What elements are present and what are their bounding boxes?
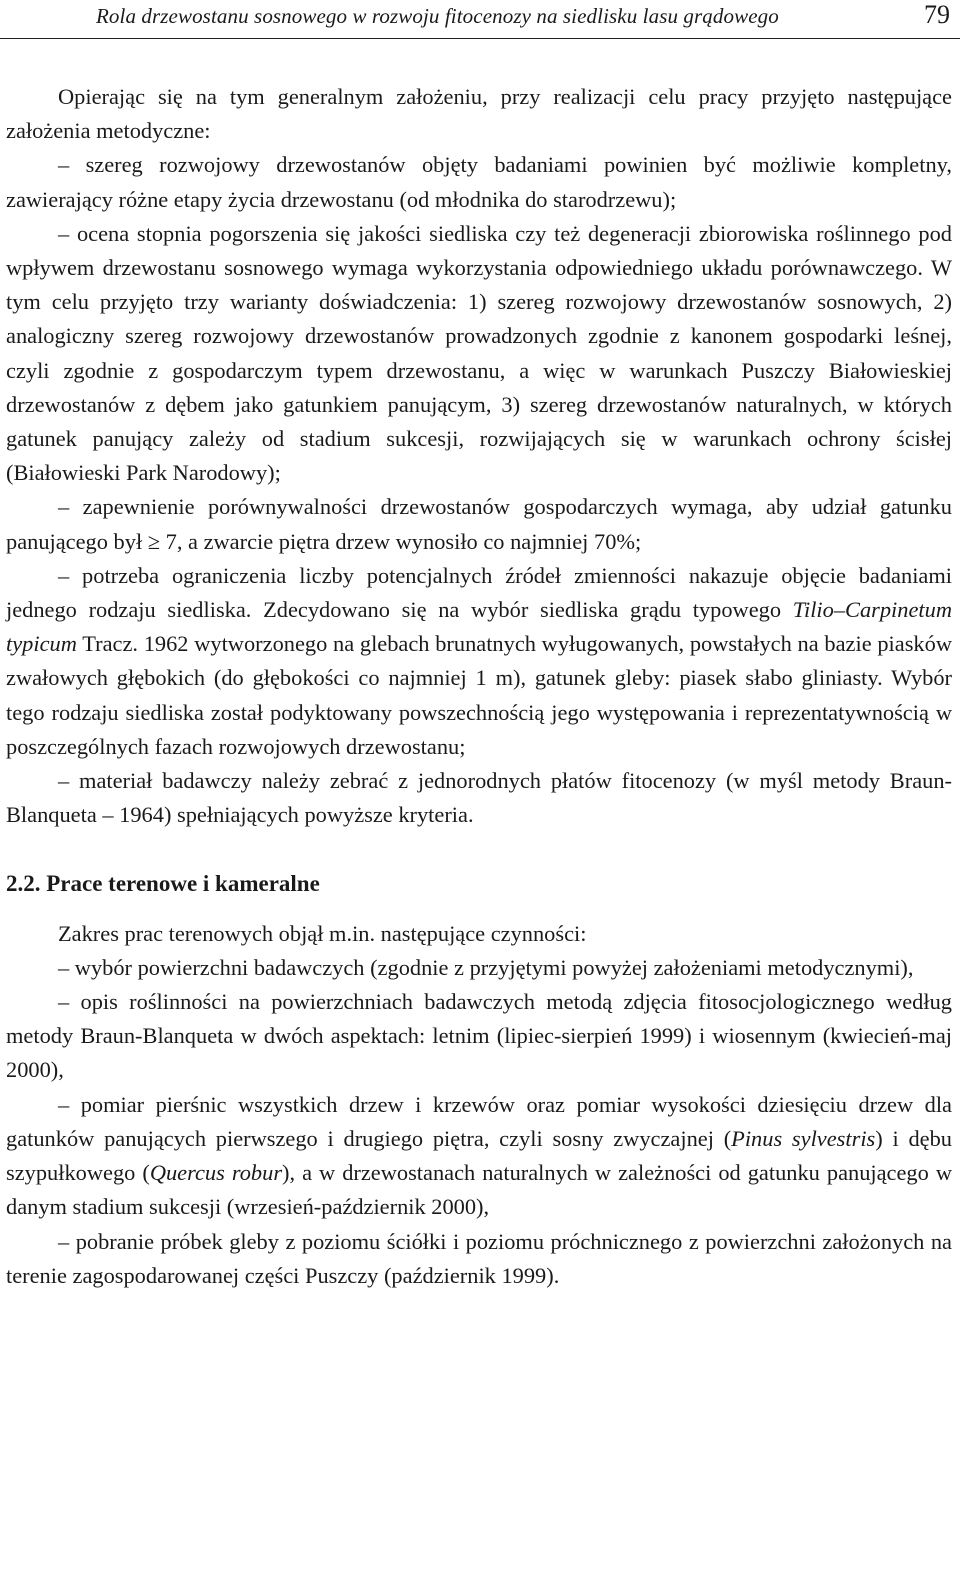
page-number: 79 [924,0,950,29]
list-item: – zapewnienie porównywalności drzewostanów gospodarczych wymaga, aby udział gatunku panującego był ≥ 7, a zwarcie piętra drzew wynosiło co najmniej 70%; [6,494,952,554]
section-heading: 2.2. Prace terenowe i kameralne [6,871,320,897]
text-run: – pomiar pierśnic wszystkich drzew i krzewów oraz pomiar wysokości dziesięciu drzew dla gatunków panujących pierwszego i drugiego piętra, czyli sosny zwyczajnej ( [6,1091,952,1151]
list-item: – szereg rozwojowy drzewostanów objęty badaniami powinien być możliwie kompletny, zawierający różne etapy życia drzewostanu (od młodnika do starodrzewu); [6,152,952,212]
list-item: – opis roślinności na powierzchniach badawczych metodą zdjęcia fitosocjologicznego według metody Braun-Blanqueta w dwóch aspektach: letnim (lipiec-sierpień 1999) i wiosennym (kwiecień-maj 2000), [6,989,952,1083]
page-body [6,80,952,1293]
list-item [6,1088,952,1225]
text-run: – potrzeba ograniczenia liczby potencjalnych źródeł zmienności nakazuje objęcie badaniami jednego rodzaju siedliska. Zdecydowano się na wybór siedliska grądu typowego [6,562,952,623]
text-run: ) i dębu szypułkowego ( [6,1125,952,1186]
italic-term: Pinus sylvestris [731,1125,876,1151]
italic-term: Tilio–Carpinetum typicum [6,597,952,657]
text-run: Tracz. 1962 wytworzonego na glebach brunatnych wyługowanych, powstałych na bazie piasków zwałowych głębokich (do głębokości co najmniej 1 m), gatunek gleby: piasek słabo gliniasty. Wybór tego rodzaju siedliska został podyktowany powszechnością jego występowania i reprezentatywnością w poszczególnych fazach rozwojowych drzewostanu; [6,631,952,759]
page-header [0,0,960,39]
running-title: Rola drzewostanu sosnowego w rozwoju fitocenozy na siedlisku lasu grądowego [96,4,779,28]
list-item: – materiał badawczy należy zebrać z jednorodnych płatów fitocenozy (w myśl metody Braun-Blanqueta – 1964) spełniających powyższe kryteria. [6,768,952,828]
paragraph: Opierając się na tym generalnym założeniu, przy realizacji celu pracy przyjęto następujące założenia metodyczne: [6,84,952,144]
list-item: – pobranie próbek gleby z poziomu ściółki i poziomu próchnicznego z powierzchni założonych na terenie zagospodarowanej części Puszczy (październik 1999). [6,1228,952,1288]
text-run: ), a w drzewostanach naturalnych w zależności od gatunku panującego w danym stadium sukcesji (wrzesień-październik 2000), [6,1160,952,1220]
italic-term: Quercus robur [149,1160,283,1186]
paragraph: Zakres prac terenowych objął m.in. następujące czynności: [58,920,587,946]
list-item [6,559,952,764]
list-item: – wybór powierzchni badawczych (zgodnie z przyjętymi powyżej założeniami metodycznymi), [58,954,914,980]
list-item: – ocena stopnia pogorszenia się jakości siedliska czy też degeneracji zbiorowiska roślinnego pod wpływem drzewostanu sosnowego wymaga wykorzystania odpowiedniego układu porównawczego. W tym celu przyjęto trzy warianty doświadczenia: 1) szereg rozwojowy drzewostanów sosnowych, 2) analogiczny szereg rozwojowy drzewostanów prowadzonych zgodnie z kanonem gospodarki leśnej, czyli zgodnie z gospodarczym typem drzewostanu, a więc w warunkach Puszczy Białowieskiej drzewostanów z dębem jako gatunkiem panującym, 3) szereg drzewostanów naturalnych, w których gatunek panujący zależy od stadium sukcesji, rozwijających się w warunkach ochrony ścisłej (Białowieski Park Narodowy); [6,220,952,486]
